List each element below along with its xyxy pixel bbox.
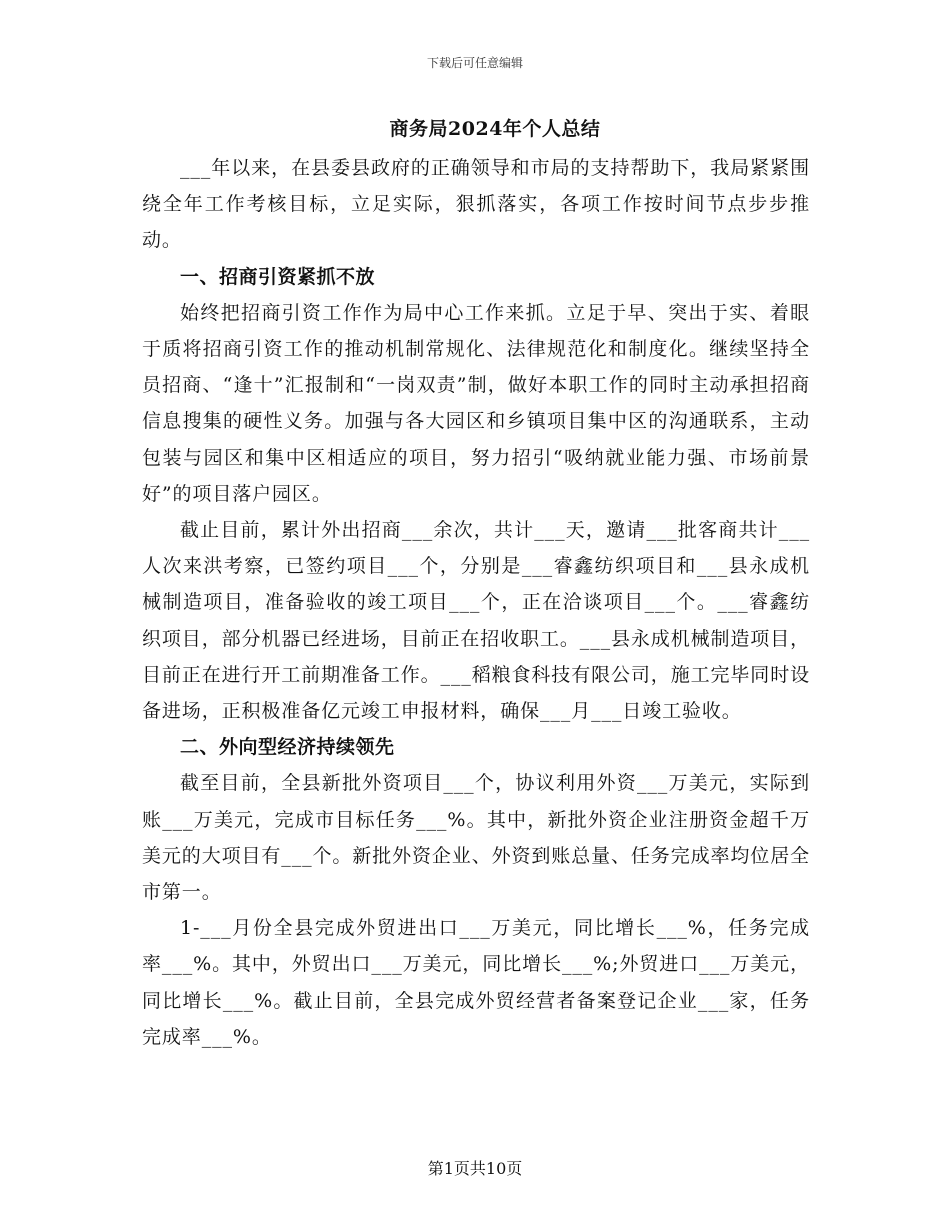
body-paragraph: 1-___月份全县完成外贸进出口___万美元，同比增长___%，任务完成率___%。其中，外贸出口___万美元，同比增长___%;外贸进口___万美元，同比增长___%。截止目前，全县完成外贸经营者备案登记企业___家，任务完成率___%。 [142,917,810,1048]
body-paragraph: 始终把招商引资工作作为局中心工作来抓。立足于早、突出于实、着眼于质将招商引资工作的推动机制常规化、法律规范化和制度化。继续坚持全员招商、“逢十”汇报制和“一岗双责”制，做好本职工作的同时主动承担招商信息搜集的硬性义务。加强与各大园区和乡镇项目集中区的沟通联系，主动包装与园区和集中区相适应的项目，努力招引“吸纳就业能力强、市场前景好”的项目落户园区。 [142,301,810,505]
body-paragraph: 截至目前，全县新批外资项目___个，协议利用外资___万美元，实际到账___万美元，完成市目标任务___%。其中，新批外资企业注册资金超千万美元的大项目有___个。新批外资企业、外资到账总量、任务完成率均位居全市第一。 [142,772,811,904]
page-number: 第1页共10页 [427,1159,523,1178]
section-heading-foreign-economy: 二、外向型经济持续领先 [180,736,395,759]
document-title: 商务局2024年个人总结 [389,118,601,140]
header-note: 下载后可任意编辑 [426,56,523,70]
document-body [142,150,810,1055]
intro-paragraph: ___年以来，在县委县政府的正确领导和市局的支持帮助下，我局紧紧围绕全年工作考核目标，立足实际，狠抓落实，各项工作按时间节点步步推动。 [142,157,810,252]
section-heading-investment: 一、招商引资紧抓不放 [180,265,376,288]
body-paragraph: 截止目前，累计外出招商___余次，共计___天，邀请___批客商共计___人次来洪考察，已签约项目___个，分别是___睿鑫纺织项目和___县永成机械制造项目，准备验收的竣工项目___个，正在洽谈项目___个。___睿鑫纺织项目，部分机器已经进场，目前正在招收职工。___县永成机械制造项目，目前正在进行开工前期准备工作。___稻粮食科技有限公司，施工完毕同时设备进场，正积极准备亿元竣工申报材料，确保___月___日竣工验收。 [142,519,811,723]
